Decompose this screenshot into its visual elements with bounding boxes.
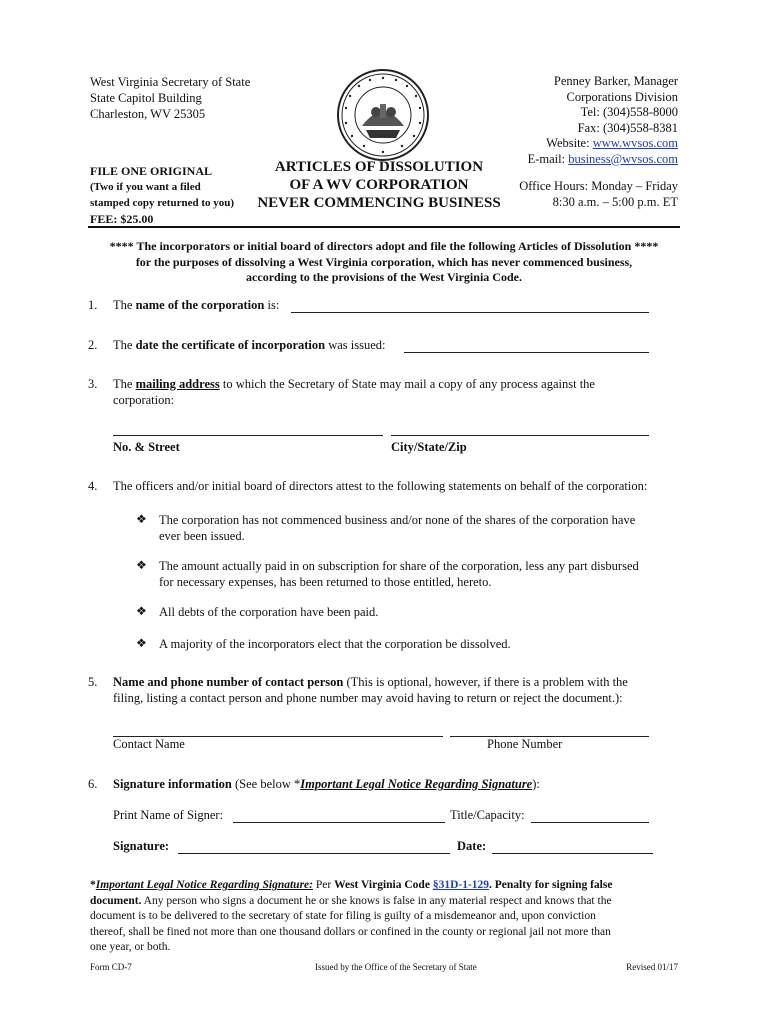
contact-line: Penney Barker, Manager — [553, 74, 678, 88]
notice-body: document is to be delivered to the secretary of state for filing is guilty of a misdemeanor and, upon conviction — [90, 910, 596, 922]
corporation-name-field[interactable] — [291, 298, 649, 313]
phone-number-field[interactable] — [450, 722, 649, 737]
phone-number-label: Phone Number — [487, 737, 563, 751]
item-5-label — [113, 675, 628, 690]
division-contact — [470, 74, 678, 167]
item-number: 5. — [88, 675, 98, 689]
form-number: Form CD-7 — [90, 962, 132, 972]
bullet-text — [159, 604, 679, 620]
item-number: 4. — [88, 479, 98, 493]
label-pre: The — [113, 298, 136, 312]
bullet-text — [159, 558, 679, 590]
office-hours-times: 8:30 a.m. – 5:00 p.m. ET — [552, 195, 678, 209]
intro-line: for the purposes of dissolving a West Virginia corporation, which has never commenced business, — [135, 254, 633, 269]
diamond-bullet-icon: ❖ — [136, 636, 147, 650]
item-number: 2. — [88, 338, 98, 352]
address-line: State Capitol Building — [90, 91, 202, 105]
header-divider — [88, 226, 680, 228]
notice-star: * — [90, 879, 96, 891]
file-two-note: (Two if you want a filed — [90, 181, 201, 193]
diamond-bullet-icon: ❖ — [136, 604, 147, 618]
contact-line: Tel: (304)558-8000 — [580, 105, 678, 119]
address-line: Charleston, WV 25305 — [90, 107, 206, 121]
bullet-line: The corporation has not commenced business and/or none of the shares of the corporation have — [159, 513, 636, 527]
address-line: West Virginia Secretary of State — [90, 75, 251, 89]
state-seal-icon — [336, 68, 430, 162]
notice-title: Important Legal Notice Regarding Signature: — [95, 879, 313, 891]
file-info — [90, 163, 234, 227]
bullet-line: The amount actually paid in on subscription for share of the corporation, less any part disbursed — [159, 559, 639, 573]
contact-name-field[interactable] — [113, 722, 443, 737]
label-post: is: — [264, 298, 280, 312]
file-two-note-cont: stamped copy returned to you) — [90, 197, 235, 209]
intro-line: **** The incorporators or initial board of directors adopt and file the following Articles of Dissolution **** — [109, 239, 659, 253]
diamond-bullet-icon: ❖ — [136, 558, 147, 572]
bullet-text — [159, 636, 679, 652]
incorporation-date-field[interactable] — [404, 338, 649, 353]
bullet-line: ever been issued. — [159, 529, 245, 543]
date-field[interactable] — [492, 839, 653, 854]
bullet-line: A majority of the incorporators elect that the corporation be dissolved. — [159, 637, 511, 651]
website-link[interactable]: www.wvsos.com — [592, 136, 678, 150]
notice-per: Per — [313, 879, 335, 891]
item-3-label-cont: corporation: — [113, 393, 175, 407]
print-name-label: Print Name of Signer: — [113, 808, 224, 822]
notice-body: thereof, shall be fined not more than one thousand dollars or confined in the county or regional jail not more than — [90, 925, 611, 938]
office-hours-days: Office Hours: Monday – Friday — [519, 179, 678, 193]
item-number: 1. — [88, 298, 98, 312]
item-2-label — [113, 338, 386, 353]
notice-code-label: West Virginia Code — [334, 879, 433, 891]
notice-document: document. — [90, 894, 142, 907]
item-number: 3. — [88, 377, 98, 391]
diamond-bullet-icon: ❖ — [136, 512, 147, 526]
office-hours — [500, 178, 678, 210]
label-bold: date the certificate of incorporation — [135, 338, 326, 352]
issued-by: Issued by the Office of the Secretary of State — [315, 962, 477, 972]
title-line: NEVER COMMENCING BUSINESS — [257, 195, 501, 211]
bullet-line: for necessary expenses, has been returned to those entitled, hereto. — [159, 575, 492, 589]
label-post: (This is optional, however, if there is a problem with the — [343, 675, 628, 689]
label-bold: Signature information — [113, 777, 232, 791]
label-post: was issued: — [325, 338, 386, 352]
contact-line: Fax: (304)558-8381 — [577, 120, 678, 135]
legal-notice — [90, 878, 682, 956]
item-3-label — [113, 377, 595, 392]
website-line — [470, 136, 678, 152]
title-capacity-field[interactable] — [531, 808, 649, 823]
city-state-zip-label: City/State/Zip — [391, 440, 467, 454]
title-line: OF A WV CORPORATION — [289, 177, 469, 193]
label-pre: The — [113, 377, 136, 391]
notice-line-1 — [90, 878, 682, 894]
item-5-label-cont: filing, listing a contact person and phone number may avoid having to return or reject the document.): — [113, 691, 623, 705]
fee: FEE: $25.00 — [90, 212, 154, 226]
contact-line: Corporations Division — [566, 89, 678, 104]
item-number: 6. — [88, 777, 98, 791]
code-section-link[interactable]: §31D-1-129 — [432, 879, 490, 891]
website-label: Website: — [546, 136, 590, 150]
city-state-zip-field[interactable] — [391, 421, 649, 436]
bullet-line: All debts of the corporation have been paid. — [159, 605, 379, 619]
item-1-label — [113, 298, 279, 313]
item-4-text: The officers and/or initial board of directors attest to the following statements on behalf of the corporation: — [113, 479, 648, 493]
label-pre: (See below * — [231, 777, 301, 791]
title-capacity-label: Title/Capacity: — [450, 808, 525, 822]
bullet-text — [159, 512, 679, 544]
signature-field[interactable] — [178, 839, 450, 854]
intro-text — [80, 239, 688, 286]
form-title — [250, 158, 508, 212]
notice-body: one year, or both. — [90, 941, 171, 953]
signature-notice-link[interactable]: Important Legal Notice Regarding Signature — [300, 777, 533, 791]
contact-name-label: Contact Name — [113, 737, 185, 751]
email-link[interactable]: business@wvsos.com — [568, 151, 678, 166]
notice-body: Any person who signs a document he or she knows is false in any material respect and knows that the — [141, 894, 612, 907]
email-label: E-mail: — [527, 151, 566, 166]
label-bold: Name and phone number of contact person — [113, 675, 344, 689]
sos-address — [90, 74, 250, 122]
date-label: Date: — [457, 839, 487, 853]
label-bold: name of the corporation — [135, 298, 265, 312]
label-post: to which the Secretary of State may mail a copy of any process against the — [219, 377, 595, 391]
notice-line-2 — [90, 894, 682, 910]
revised-date: Revised 01/17 — [626, 962, 678, 972]
label-bold: mailing address — [135, 377, 220, 391]
item-6-label — [113, 777, 540, 792]
street-label: No. & Street — [113, 440, 180, 454]
print-name-field[interactable] — [233, 808, 445, 823]
signature-label: Signature: — [113, 839, 170, 853]
label-post: ): — [532, 777, 540, 791]
street-field[interactable] — [113, 421, 383, 436]
intro-line: according to the provisions of the West Virginia Code. — [246, 270, 522, 284]
notice-penalty: . Penalty for signing false — [489, 879, 613, 891]
label-pre: The — [113, 338, 136, 352]
file-one-original: FILE ONE ORIGINAL — [90, 164, 213, 178]
title-line: ARTICLES OF DISSOLUTION — [274, 159, 484, 175]
